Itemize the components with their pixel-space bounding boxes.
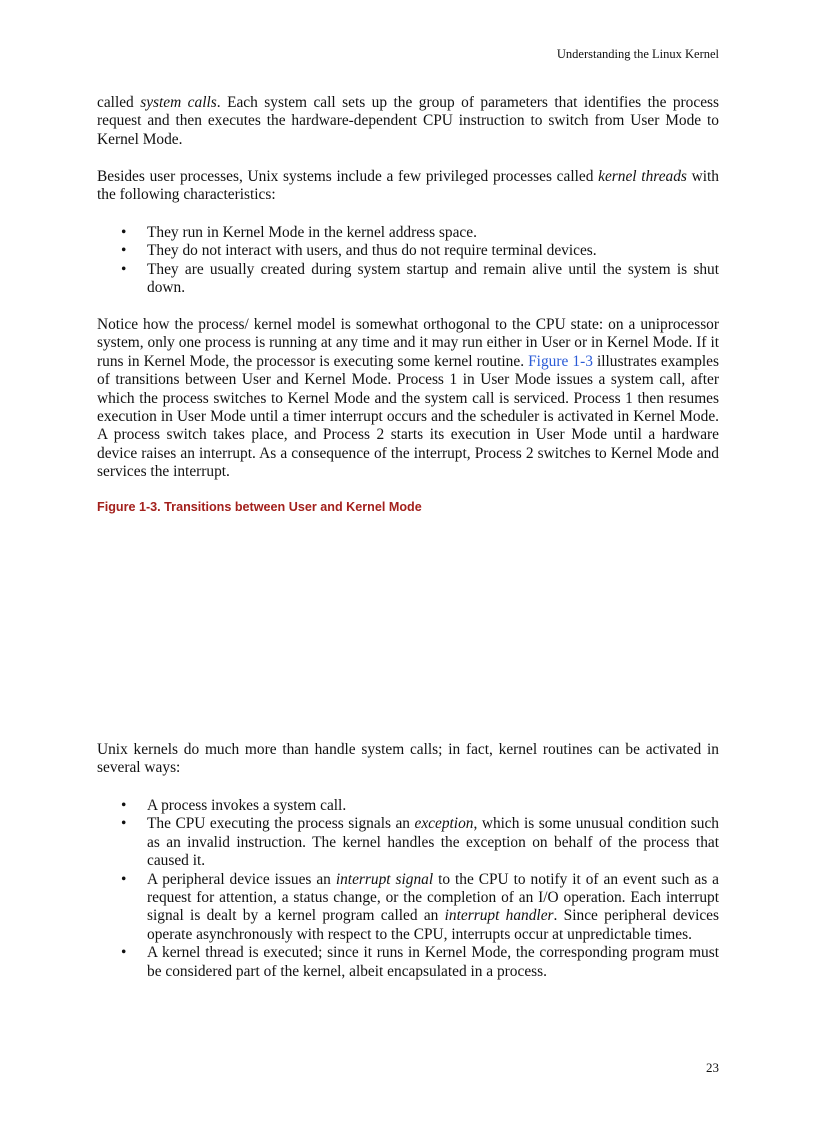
figure-link[interactable]: Figure 1-3 [528, 352, 593, 370]
figure-placeholder [97, 525, 719, 730]
activation-list [97, 797, 719, 981]
bullet: • [121, 797, 127, 814]
text: They run in Kernel Mode in the kernel address space. [147, 224, 477, 241]
text: to the CPU to notify it of an event such as a request for attention, a status change, or the completion of an I/O operation. Each interrupt signal is dealt by a kernel program called an [147, 870, 719, 925]
text: . Since peripheral devices operate asynchronously with respect to the CPU, interrupts occur at unpredictable times. [147, 907, 719, 943]
text: illustrates examples of transitions between User and Kernel Mode. Process 1 in User Mode issues a system call, after which the process switches to Kernel Mode and the system call is serviced. Process 1 then resumes execution in User Mode until a timer interrupt occurs and the scheduler is activated in Kernel Mode. A process switch takes place, and Process 2 starts its execution in User Mode until a hardware device raises an interrupt. As a consequence of the interrupt, Process 2 switches to Kernel Mode and services the interrupt. [97, 352, 720, 481]
paragraph-kernel-threads [97, 168, 719, 205]
emphasis: exception [414, 815, 474, 833]
paragraph-activation: Unix kernels do much more than handle system calls; in fact, kernel routines can be activated in several ways: [97, 741, 719, 777]
bullet: • [121, 944, 127, 962]
emphasis: kernel threads [598, 168, 687, 185]
text: They do not interact with users, and thus do not require terminal devices. [147, 242, 597, 260]
list-item [97, 797, 719, 815]
bullet: • [121, 260, 127, 278]
list-item [97, 871, 719, 945]
figure-caption: Figure 1-3. Transitions between User and Kernel Mode [97, 500, 422, 514]
text: . Each system call sets up the group of parameters that identifies the process request and then executes the hardware-dependent CPU instruction to switch from User Mode to Kernel Mode. [97, 94, 720, 148]
text: Besides user processes, Unix systems include a few privileged processes called [97, 168, 599, 185]
list-item [97, 944, 719, 981]
text: A peripheral device issues an [147, 870, 336, 888]
text: , which is some unusual condition such as an invalid instruction. The kernel handles the exception on behalf of the process that caused it. [147, 815, 719, 870]
text: with the following characteristics: [97, 168, 719, 204]
bullet: • [121, 870, 127, 888]
list-item [97, 242, 719, 260]
emphasis: interrupt signal [335, 870, 434, 888]
text: The CPU executing the process signals an [147, 815, 415, 833]
running-header: Understanding the Linux Kernel [556, 47, 719, 61]
paragraph-system-calls [97, 94, 719, 149]
text: They are usually created during system startup and remain alive until the system is shut down. [147, 260, 719, 297]
bullet: • [121, 815, 127, 833]
text: A kernel thread is executed; since it runs in Kernel Mode, the corresponding program must be considered part of the kernel, albeit encapsulated in a process. [147, 944, 719, 980]
list-item [97, 261, 719, 298]
text: A process invokes a system call. [147, 797, 347, 814]
text: called [97, 94, 141, 111]
bullet: • [121, 242, 127, 260]
kernel-thread-list [97, 224, 719, 298]
page-number: 23 [706, 1060, 719, 1075]
emphasis: interrupt handler [444, 907, 554, 925]
paragraph-process-model [97, 316, 719, 482]
emphasis: system calls [140, 94, 217, 111]
text: Notice how the process/ kernel model is somewhat orthogonal to the CPU state: on a uniprocessor system, only one process is running at any time and it may run either in User or in Kernel Mode. If it runs in Kernel Mode, the processor is executing some kernel routine. [97, 316, 719, 370]
list-item [97, 815, 719, 870]
list-item [97, 224, 719, 242]
bullet: • [121, 224, 127, 241]
